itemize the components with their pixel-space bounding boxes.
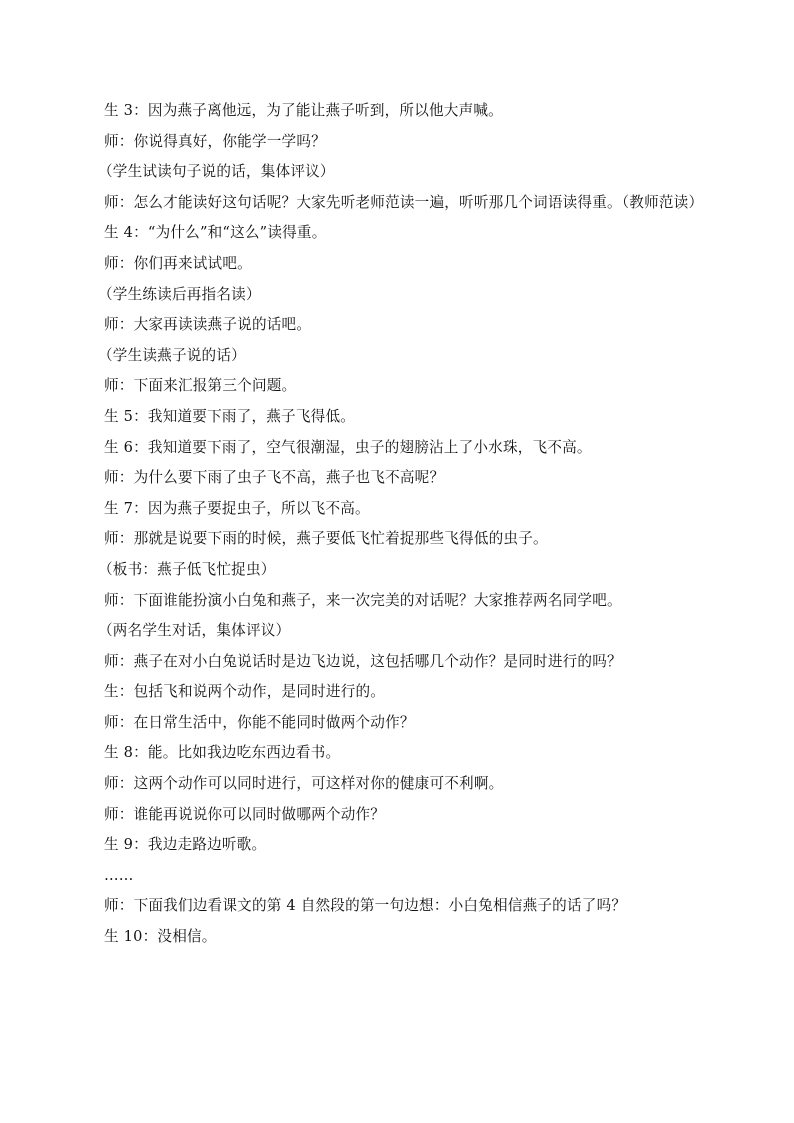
paragraph: 师：你说得真好，你能学一学吗？ bbox=[104, 132, 326, 150]
paragraph: 师：你们再来试试吧。 bbox=[104, 254, 252, 272]
paragraph: 生 6：我知道要下雨了，空气很潮湿，虫子的翅膀沾上了小水珠，飞不高。 bbox=[104, 438, 592, 456]
paragraph: 生 4：“为什么”和“这么”读得重。 bbox=[104, 224, 327, 242]
paragraph: 师：怎么才能读好这句话呢？大家先听老师范读一遍，听听那几个词语读得重。（教师范读） bbox=[104, 193, 704, 211]
paragraph: 生 10：没相信。 bbox=[104, 928, 217, 946]
paragraph: （学生试读句子说的话，集体评议） bbox=[98, 163, 335, 181]
paragraph: 师：谁能再说说你可以同时做哪两个动作？ bbox=[104, 805, 386, 823]
paragraph: 生 8：能。比如我边吃东西边看书。 bbox=[104, 744, 341, 762]
paragraph: 生 3：因为燕子离他远，为了能让燕子听到，所以他大声喊。 bbox=[104, 102, 503, 119]
paragraph: 师：下面来汇报第三个问题。 bbox=[104, 377, 297, 395]
paragraph: 师：大家再读读燕子说的话吧。 bbox=[104, 316, 312, 334]
paragraph: 师：这两个动作可以同时进行，可这样对你的健康可不利啊。 bbox=[104, 775, 504, 793]
paragraph: 师：燕子在对小白兔说话时是边飞边说，这包括哪几个动作？是同时进行的吗？ bbox=[104, 652, 622, 670]
paragraph: （板书：燕子低飞忙捉虫） bbox=[98, 560, 276, 578]
paragraph: 师：为什么要下雨了虫子飞不高，燕子也飞不高呢？ bbox=[104, 469, 445, 487]
ellipsis-line: …… bbox=[104, 866, 134, 884]
paragraph: 生 9：我边走路边听歌。 bbox=[104, 836, 267, 854]
paragraph: （两名学生对话，集体评议） bbox=[98, 622, 291, 640]
paragraph: 生 7：因为燕子要捉虫子，所以飞不高。 bbox=[104, 499, 370, 517]
paragraph: 师：下面我们边看课文的第 4 自然段的第一句边想：小白兔相信燕子的话了吗？ bbox=[104, 897, 627, 915]
paragraph: 师：在日常生活中，你能不能同时做两个动作？ bbox=[104, 713, 415, 731]
paragraph: （学生读燕子说的话） bbox=[98, 346, 246, 364]
paragraph: 师：那就是说要下雨的时候，燕子要低飞忙着捉那些飞得低的虫子。 bbox=[104, 530, 548, 548]
document-body bbox=[72, 96, 732, 953]
paragraph: （学生练读后再指名读） bbox=[98, 285, 261, 303]
paragraph: 生：包括飞和说两个动作，是同时进行的。 bbox=[104, 683, 386, 701]
paragraph: 生 5：我知道要下雨了，燕子飞得低。 bbox=[104, 407, 356, 425]
paragraph: 师：下面谁能扮演小白兔和燕子，来一次完美的对话呢？大家推荐两名同学吧。 bbox=[104, 591, 622, 609]
